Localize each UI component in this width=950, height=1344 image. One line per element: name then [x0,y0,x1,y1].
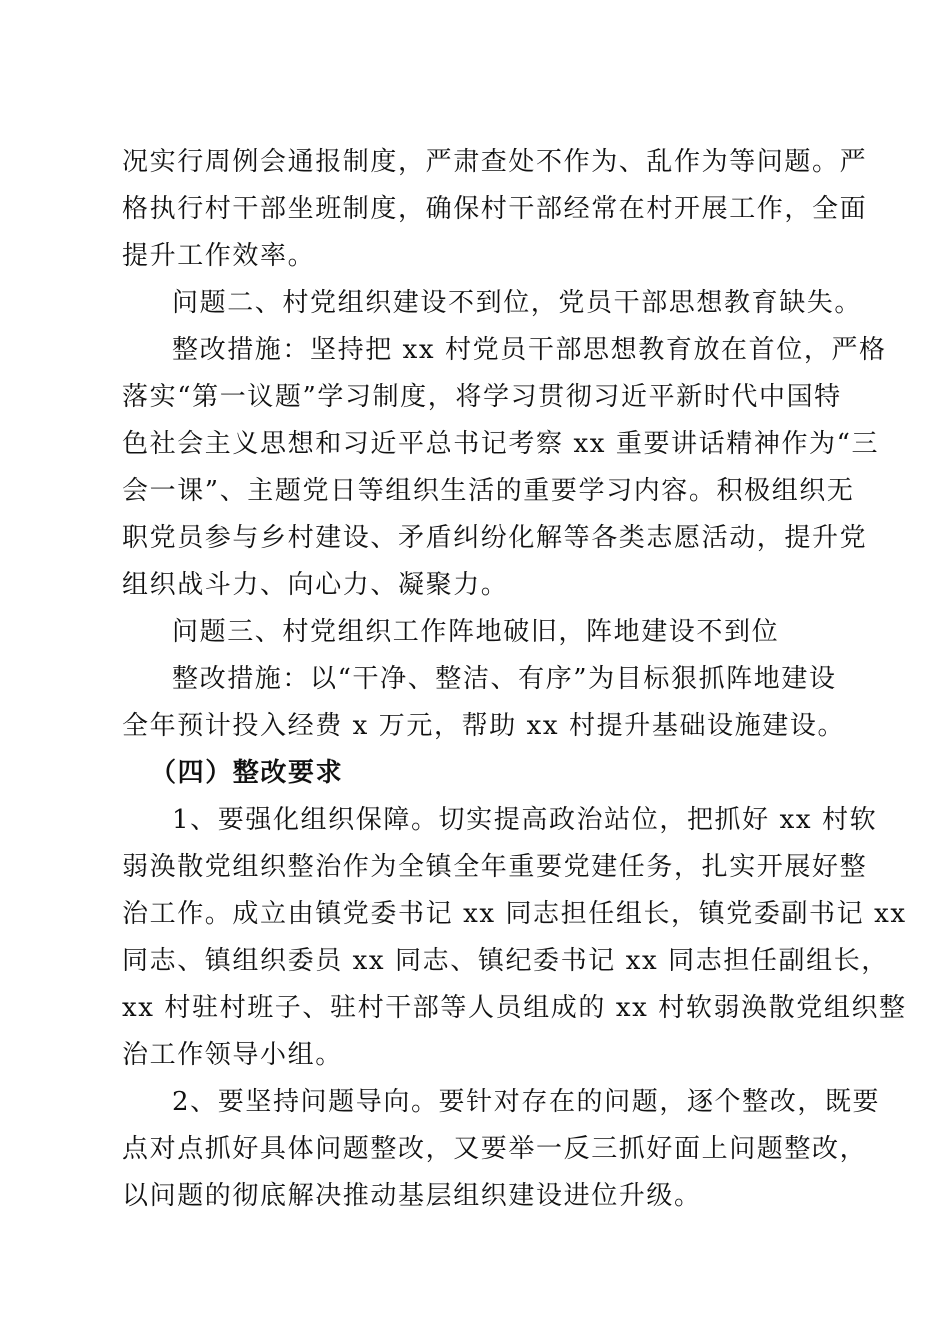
paragraph-line: 点对点抓好具体问题整改，又要举一反三抓好面上问题整改， [122,1134,868,1164]
paragraph-line: 格执行村干部坐班制度，确保村干部经常在村开展工作，全面 [122,194,868,224]
paragraph-line: 色社会主义思想和习近平总书记考察 xx 重要讲话精神作为“三 [122,429,880,459]
paragraph-line: 职党员参与乡村建设、矛盾纠纷化解等各类志愿活动，提升党 [122,523,868,553]
paragraph-line: 整改措施：以“干净、整洁、有序”为目标狠抓阵地建设 [172,664,837,694]
paragraph-line: 1、要强化组织保障。切实提高政治站位，把抓好 xx 村软 [172,805,878,835]
paragraph-line: 治工作。成立由镇党委书记 xx 同志担任组长，镇党委副书记 xx [122,899,907,929]
paragraph-line: 以问题的彻底解决推动基层组织建设进位升级。 [122,1181,702,1211]
problem-two-title: 问题二、村党组织建设不到位，党员干部思想教育缺失。 [172,288,863,318]
paragraph-line: 2、要坚持问题导向。要针对存在的问题，逐个整改，既要 [172,1087,881,1117]
paragraph-line: 落实“第一议题”学习制度，将学习贯彻习近平新时代中国特 [122,382,842,412]
paragraph-line: xx 村驻村班子、驻村干部等人员组成的 xx 村软弱涣散党组织整 [122,993,907,1023]
paragraph-line: 组织战斗力、向心力、凝聚力。 [122,570,509,600]
paragraph-line: 弱涣散党组织整治作为全镇全年重要党建任务，扎实开展好整 [122,852,868,882]
paragraph-line: 提升工作效率。 [122,241,316,271]
paragraph-line: 况实行周例会通报制度，严肃查处不作为、乱作为等问题。严 [122,147,868,177]
paragraph-line: 同志、镇组织委员 xx 同志、镇纪委书记 xx 同志担任副组长， [122,946,889,976]
section-heading: （四）整改要求 [150,758,344,788]
problem-three-title: 问题三、村党组织工作阵地破旧，阵地建设不到位 [172,617,780,647]
paragraph-line: 整改措施：坚持把 xx 村党员干部思想教育放在首位，严格 [172,335,887,365]
paragraph-line: 治工作领导小组。 [122,1040,343,1070]
paragraph-line: 会一课”、主题党日等组织生活的重要学习内容。积极组织无 [122,476,855,506]
paragraph-line: 全年预计投入经费 x 万元，帮助 xx 村提升基础设施建设。 [122,711,846,741]
